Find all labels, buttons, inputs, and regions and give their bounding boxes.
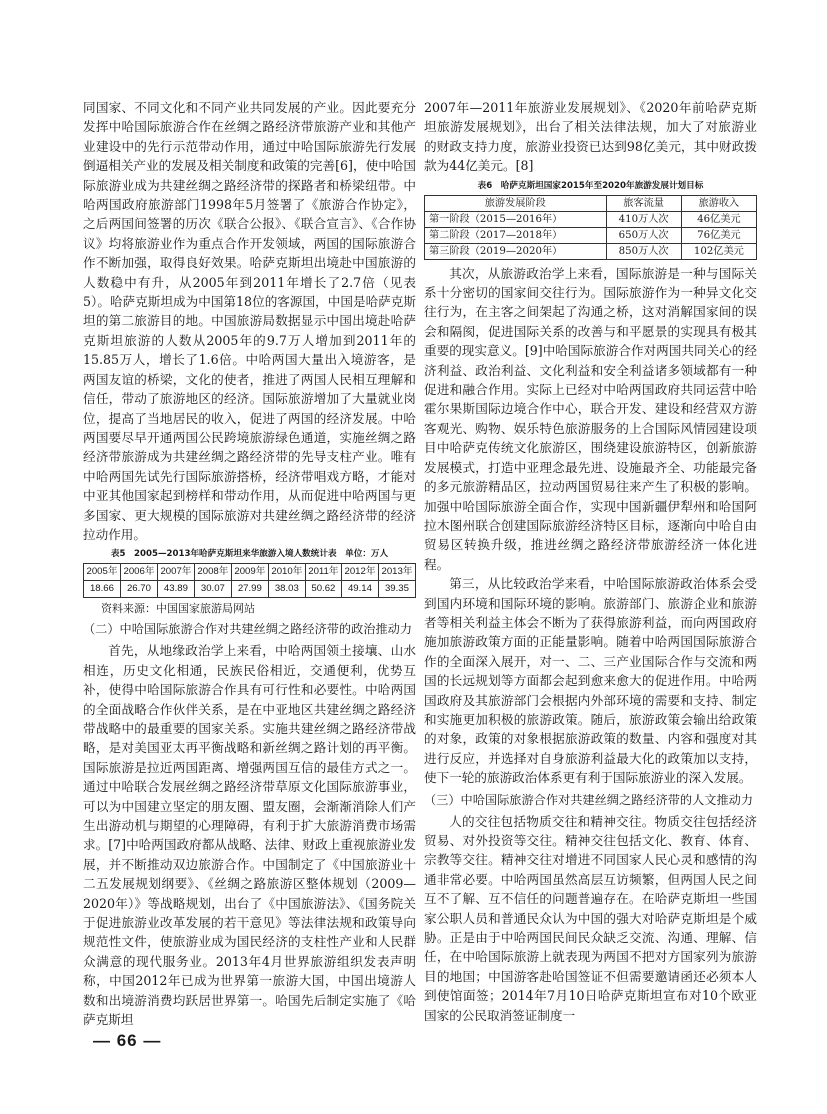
value-cell: 49.14 [341,581,378,598]
visitors-cell: 650万人次 [606,227,681,243]
year-cell: 2006年 [120,564,157,581]
revenue-cell: 46亿美元 [681,211,756,227]
table5 [83,563,416,598]
year-cell: 2010年 [268,564,305,581]
body-paragraph: 第三，从比较政治学来看，中哈国际旅游政治体系会受到国内环境和国际环境的影响。旅游部门、旅游企业和旅游者等相关利益主体会不断为了获得旅游利益，而向两国政府施加旅游政策方面的正能量影响。随着中哈两国国际旅游合作的全面深入展开，对一、二、三产业国际合作与交流和两国的长远规划等方面都会起到愈来愈大的促进作用。中哈两国政府及其旅游部门会根据内外部环境的需要和支持、制定和实施更加积极的旅游政策。随后，旅游政策会输出给政策的对象，政策的对象根据旅游政策的数量、内容和强度对其进行反应，并选择对自身旅游利益最大化的政策加以支持，使下一轮的旅游政治体系更有利于国际旅游业的深入发展。 [424,576,757,786]
left-column [83,98,416,1029]
year-cell: 2007年 [157,564,194,581]
header-cell: 旅游收入 [681,195,756,211]
table6-header-row [425,195,757,211]
year-cell: 2011年 [305,564,341,581]
value-cell: 39.35 [378,581,415,598]
body-paragraph: 同国家、不同文化和不同产业共同发展的产业。因此要充分发挥中哈国际旅游合作在丝绸之路经济带旅游产业和其他产业建设中的先行示范带动作用，通过中哈国际旅游先行发展倒逼相关产业的发展及相关制度和政策的完善[6]，使中哈国际旅游业成为共建丝绸之路经济带的探路者和桥梁纽带。中哈两国政府旅游部门1998年5月签署了《旅游合作协定》，之后两国间签署的历次《联合公报》、《联合宣言》、《合作协议》均将旅游业作为重点合作开发领域，两国的国际旅游合作不断加强，取得良好效果。哈萨克斯坦出境赴中国旅游的人数稳中有升，从2005年到2011年增长了2.7倍（见表5）。哈萨克斯坦成为中国第18位的客源国，中国是哈萨克斯坦的第二旅游目的地。中国旅游局数据显示中国出境赴哈萨克斯坦旅游的人数从2005年的9.7万人增加到2011年的15.85万人，增长了1.6倍。中哈两国大量出入境游客，是两国友谊的桥梁，文化的使者，推进了两国人民相互理解和信任，带动了旅游地区的经济。国际旅游增加了大量就业岗位，提高了当地居民的收入，促进了两国的经济发展。中哈两国要尽早开通两国公民跨境旅游绿色通道，实施丝绸之路经济带旅游成为共建丝绸之路经济带的先导支柱产业。唯有中哈两国先试先行国际旅游搭桥，经济带唱戏方略，才能对中亚其他国家起到榜样和带动作用，从而促进中哈两国与更多国家、更大规模的国际旅游对共建丝绸之路经济带的经济拉动作用。 [83,100,416,542]
table5-header-row [84,564,416,581]
value-cell: 43.89 [157,581,194,598]
page-number: — 66 — [93,1031,162,1050]
table-row [425,211,757,227]
value-cell: 27.99 [231,581,268,598]
table6 [424,195,757,260]
body-paragraph: 其次，从旅游政治学上来看，国际旅游是一种与国际关系十分密切的国家间交往行为。国际旅游作为一种异文化交往行为，在主客之间架起了沟通之桥，这对消解国家间的误会和隔阂，促进国际关系的改善与和平愿景的实现具有极其重要的现实意义。[9]中哈国际旅游合作对两国共同关心的经济利益、政治利益、文化利益和安全利益诸多领域都有一种促进和融合作用。实际上已经对中哈两国政府共同运营中哈霍尔果斯国际边境合作中心，联合开发、建设和经营双方游客观光、购物、娱乐特色旅游服务的上合国际风情园建设项目中哈萨克传统文化旅游区，围绕建设旅游特区，创新旅游发展模式，打造中亚理念最先进、设施最齐全、功能最完备的多元旅游精品区，拉动两国贸易往来产生了积极的影响。加强中哈国际旅游全面合作，实现中国新疆伊犁州和哈国阿拉木图州联合创建国际旅游经济特区目标，逐渐向中哈自由贸易区转换升级，推进丝绸之路经济带旅游经济一体化进程。 [424,265,757,572]
visitors-cell: 410万人次 [606,211,681,227]
table5-source: 资料来源：中国国家旅游局网站 [101,602,255,616]
year-cell: 2008年 [194,564,231,581]
stage-cell: 第三阶段（2019—2020年） [425,243,607,259]
section-heading: （二）中哈国际旅游合作对共建丝绸之路经济带的政治推动力 [83,622,413,637]
table6-caption: 表6 哈萨克斯坦国家2015年至2020年旅游发展计划目标 [477,180,704,191]
value-cell: 50.62 [305,581,341,598]
year-cell: 2013年 [378,564,415,581]
value-cell: 30.07 [194,581,231,598]
section-heading: （三）中哈国际旅游合作对共建丝绸之路经济带的人文推动力 [424,792,754,807]
year-cell: 2005年 [84,564,121,581]
body-paragraph: 首先，从地缘政治学上来看，中哈两国领土接壤、山水相连，历史文化相通，民族民俗相近，交通便利，优势互补，使得中哈国际旅游合作具有可行性和必要性。中哈两国的全面战略合作伙伴关系，是在中亚地区共建丝绸之路经济带战略中的最重要的国家关系。实施共建丝绸之路经济带战略，是对美国亚太再平衡战略和新丝绸之路计划的再平衡。国际旅游是拉近两国距离、增强两国互信的最佳方式之一。通过中哈联合发展丝绸之路经济带草原文化国际旅游事业，可以为中国建立坚定的朋友圈、盟友圈，会渐渐消除人们产生出游动机与期望的心理障碍，有利于扩大旅游消费市场需求。[7]中哈两国政府都从战略、法律、财政上重视旅游业发展，并不断推动双边旅游合作。中国制定了《中国旅游业十二五发展规划纲要》、《丝绸之路旅游区整体规划（2009—2020年）》等战略规划，出台了《中国旅游法》、《国务院关于促进旅游业改革发展的若干意见》等法律法规和政策导向规范性文件，使旅游业成为国民经济的支柱性产业和人民群众满意的现代服务业。2013年4月世界旅游组织发表声明称，中国2012年已成为世界第一旅游大国，中国出境游人数和出境游消费均跃居世界第一。哈国先后制定实施了《哈萨克斯坦 [83,643,416,1028]
table5-caption: 表5 2005—2013年哈萨克斯坦来华旅游入境人数统计表 单位：万人 [110,549,389,560]
value-cell: 38.03 [268,581,305,598]
right-column [424,98,757,1025]
header-cell: 旅游发展阶段 [425,195,607,211]
revenue-cell: 76亿美元 [681,227,756,243]
year-cell: 2009年 [231,564,268,581]
stage-cell: 第一阶段（2015—2016年） [425,211,607,227]
stage-cell: 第二阶段（2017—2018年） [425,227,607,243]
value-cell: 18.66 [84,581,121,598]
revenue-cell: 102亿美元 [681,243,756,259]
table5-value-row [84,581,416,598]
table-row [425,243,757,259]
body-paragraph: 2007年—2011年旅游业发展规划》、《2020年前哈萨克斯坦旅游发展规划》，出台了相关法律法规，加大了对旅游业的财政支持力度，旅游业投资已达到98亿美元，其中财政拨款为44亿美元。[8] [424,100,757,174]
table-row [425,227,757,243]
body-paragraph: 人的交往包括物质交往和精神交往。物质交往包括经济贸易、对外投资等交往。精神交往包括文化、教育、体育、宗教等交往。精神交往对增进不同国家人民心灵和感情的沟通非常必要。中哈两国虽然高层互访频繁，但两国人民之间互不了解、互不信任的问题普遍存在。在哈萨克斯坦一些国家公职人员和普通民众认为中国的强大对哈萨克斯坦是个威胁。正是由于中哈两国民间民众缺乏交流、沟通、理解、信任，在中哈国际旅游上就表现为两国不把对方国家列为旅游目的地国；中国游客赴哈国签证不但需要邀请函还必须本人到使馆面签；2014年7月10日哈萨克斯坦宣布对10个欧亚国家的公民取消签证制度一 [424,813,757,1023]
value-cell: 26.70 [120,581,157,598]
visitors-cell: 850万人次 [606,243,681,259]
header-cell: 旅客流量 [606,195,681,211]
year-cell: 2012年 [341,564,378,581]
